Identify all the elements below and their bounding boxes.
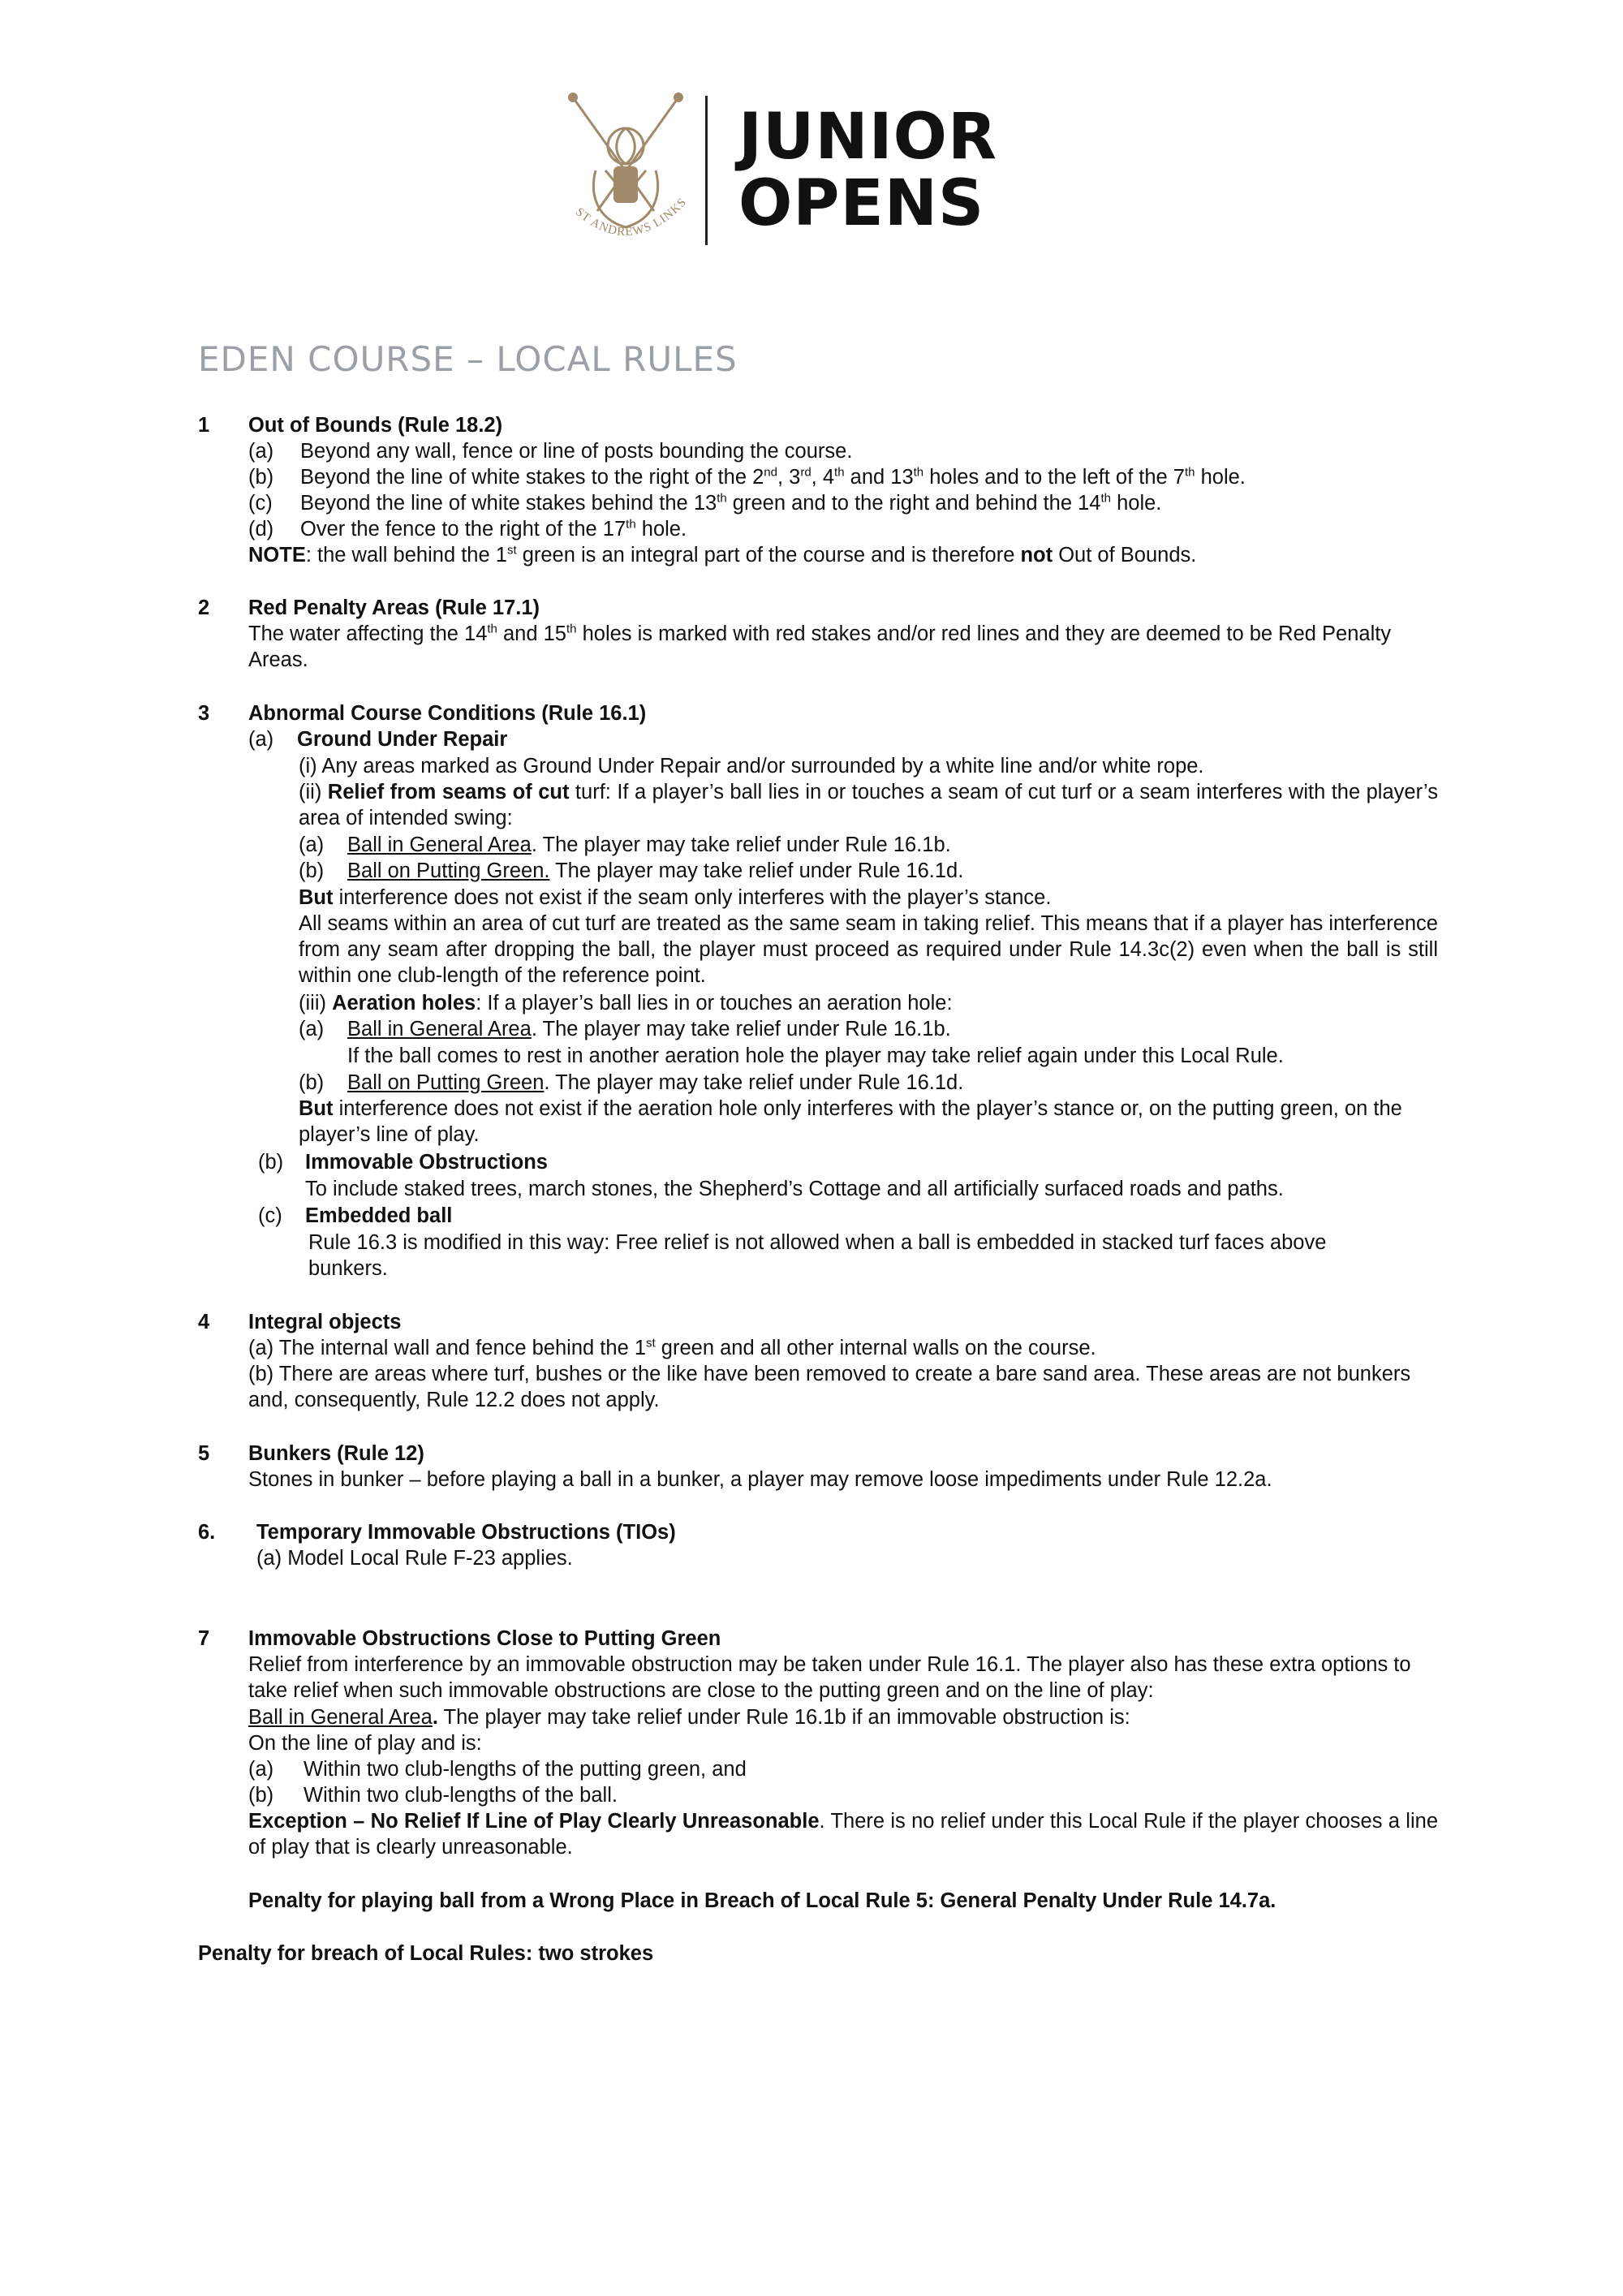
- paragraph: All seams within an area of cut turf are treated as the same seam in taking relief. This means that if a player has interference from any seam after dropping the ball, the player must proceed as required under Rule 14.3c(2) even when the ball is still within one club-length of the reference point.: [299, 912, 1438, 987]
- section-heading: Integral objects: [248, 1311, 402, 1333]
- list-label: (c): [248, 492, 273, 515]
- list-label: (b): [299, 1071, 325, 1094]
- page-title: EDEN COURSE – LOCAL RULES: [198, 339, 738, 379]
- paragraph: Ball in General Area. The player may take relief under Rule 16.1b if an immovable obstruction is:: [248, 1706, 1130, 1729]
- list-item: Beyond the line of white stakes behind the 13th green and to the right and behind the 14th hole.: [300, 491, 1162, 515]
- list-item: Over the fence to the right of the 17th hole.: [300, 517, 687, 541]
- paragraph: (ii) Relief from seams of cut turf: If a player’s ball lies in or touches a seam of cut turf or a seam interferes with the player’s area of intended swing:: [299, 781, 1438, 829]
- sub-heading: Embedded ball: [305, 1204, 453, 1227]
- paragraph: (iii) Aeration holes: If a player’s ball lies in or touches an aeration hole:: [299, 992, 953, 1014]
- section-heading: Red Penalty Areas (Rule 17.1): [248, 597, 540, 619]
- paragraph: Exception – No Relief If Line of Play Clearly Unreasonable. There is no relief under this Local Rule if the player chooses a line of play that is clearly unreasonable.: [248, 1810, 1438, 1859]
- list-label: (c): [258, 1204, 282, 1227]
- st-andrews-links-crest: [549, 89, 703, 252]
- junior-opens-logo: [549, 89, 1003, 252]
- paragraph: To include staked trees, march stones, the Shepherd’s Cottage and all artificially surfaced roads and paths.: [305, 1178, 1284, 1200]
- paragraph: Relief from interference by an immovable obstruction may be taken under Rule 16.1. The player also has these extra options to take relief when such immovable obstructions are close to the putting green and on the line of play:: [248, 1653, 1411, 1702]
- section-heading: Temporary Immovable Obstructions (TIOs): [256, 1521, 676, 1544]
- sub-heading: Ground Under Repair: [297, 728, 508, 751]
- section-number: 5: [198, 1442, 210, 1465]
- list-label: (a): [248, 728, 274, 751]
- brand-line-2: OPENS: [738, 167, 985, 240]
- paragraph: (i) Any areas marked as Ground Under Repair and/or surrounded by a white line and/or white rope.: [299, 755, 1204, 778]
- list-label: (a): [248, 440, 274, 463]
- list-item-note: If the ball comes to rest in another aeration hole the player may take relief again under this Local Rule.: [347, 1045, 1284, 1067]
- footer-penalty: Penalty for breach of Local Rules: two strokes: [198, 1942, 654, 1965]
- list-item: Beyond the line of white stakes to the right of the 2nd, 3rd, 4th and 13th holes and to the left of the 7th hole.: [300, 465, 1246, 489]
- paragraph: (a) The internal wall and fence behind the 1st green and all other internal walls on the course.: [248, 1336, 1096, 1359]
- list-label: (a): [299, 1018, 325, 1040]
- list-label: (a): [299, 834, 325, 856]
- list-label: (b): [248, 1784, 274, 1807]
- crest-text: ST ANDREWS LINKS: [572, 195, 690, 239]
- list-label: (d): [248, 518, 274, 541]
- paragraph: (a) Model Local Rule F-23 applies.: [256, 1547, 573, 1570]
- sub-heading: Immovable Obstructions: [305, 1151, 548, 1174]
- list-label: (b): [299, 859, 325, 882]
- section-heading: Immovable Obstructions Close to Putting Green: [248, 1627, 721, 1650]
- list-item: Ball on Putting Green. The player may take relief under Rule 16.1d.: [347, 859, 964, 882]
- section-number: 2: [198, 597, 210, 619]
- paragraph: On the line of play and is:: [248, 1732, 482, 1755]
- list-item: Ball in General Area. The player may take relief under Rule 16.1b.: [347, 1018, 951, 1040]
- section-heading: Bunkers (Rule 12): [248, 1442, 424, 1465]
- logo-divider: [705, 96, 708, 245]
- brand-wordmark: [738, 101, 998, 240]
- section-number: 3: [198, 702, 210, 725]
- list-item: Beyond any wall, fence or line of posts bounding the course.: [300, 440, 853, 463]
- list-label: (b): [248, 466, 274, 489]
- penalty-note: Penalty for playing ball from a Wrong Place in Breach of Local Rule 5: General Penalty Under Rule 14.7a.: [248, 1889, 1276, 1912]
- list-item: Ball on Putting Green. The player may take relief under Rule 16.1d.: [347, 1071, 964, 1094]
- paragraph: But interference does not exist if the aeration hole only interferes with the player’s stance or, on the putting green, on the player’s line of play.: [299, 1097, 1402, 1146]
- paragraph: The water affecting the 14th and 15th holes is marked with red stakes and/or red lines and they are deemed to be Red Penalty Areas.: [248, 622, 1392, 671]
- list-label: (a): [248, 1758, 274, 1781]
- brand-line-1: JUNIOR: [738, 101, 998, 174]
- paragraph: But interference does not exist if the seam only interferes with the player’s stance.: [299, 886, 1052, 909]
- section-number: 4: [198, 1311, 210, 1333]
- paragraph: Rule 16.3 is modified in this way: Free relief is not allowed when a ball is embedded in stacked turf faces above bunkers.: [308, 1231, 1327, 1280]
- list-item: Ball in General Area. The player may take relief under Rule 16.1b.: [347, 834, 951, 856]
- list-label: (b): [258, 1151, 284, 1174]
- section-number: 1: [198, 414, 210, 437]
- section-number: 7: [198, 1627, 210, 1650]
- paragraph: (b) There are areas where turf, bushes or the like have been removed to create a bare sand area. These areas are not bunkers and, consequently, Rule 12.2 does not apply.: [248, 1363, 1411, 1411]
- note: NOTE: the wall behind the 1st green is an integral part of the course and is therefore not Out of Bounds.: [248, 543, 1197, 566]
- section-number: 6.: [198, 1521, 216, 1544]
- list-item: Within two club-lengths of the ball.: [304, 1784, 618, 1807]
- section-heading: Abnormal Course Conditions (Rule 16.1): [248, 702, 647, 725]
- list-item: Within two club-lengths of the putting green, and: [304, 1758, 747, 1781]
- paragraph: Stones in bunker – before playing a ball in a bunker, a player may remove loose impediments under Rule 12.2a.: [248, 1468, 1272, 1491]
- section-heading: Out of Bounds (Rule 18.2): [248, 414, 503, 437]
